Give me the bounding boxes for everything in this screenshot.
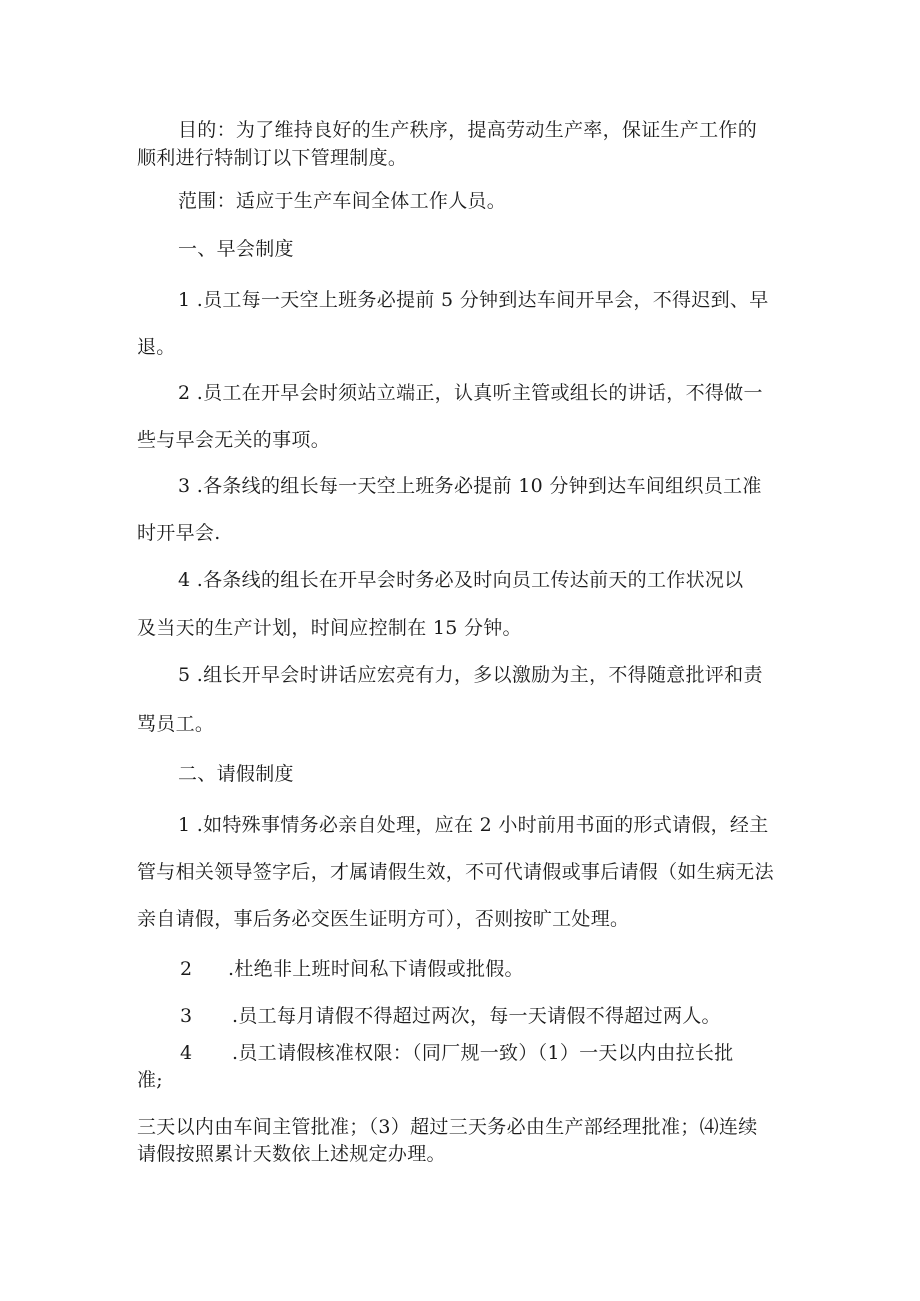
section1-item3-line1: 3 .各条线的组长每一天空上班务必提前 10 分钟到达车间组织员工准 <box>178 475 762 497</box>
section1-item2-line2: 些与早会无关的事项。 <box>137 429 331 451</box>
section1-item2-line1: 2 .员工在开早会时须站立端正，认真听主管或组长的讲话，不得做一 <box>178 382 763 404</box>
section2-item1-line2: 管与相关领导签字后，才属请假生效，不可代请假或事后请假（如生病无法 <box>137 861 774 883</box>
purpose-line-2: 顺利进行特制订以下管理制度。 <box>137 147 408 169</box>
section1-item1-line1: 1 .员工每一天空上班务必提前 5 分钟到达车间开早会，不得迟到、早 <box>178 289 769 311</box>
continuation-line-1: 三天以内由车间主管批准；（3）超过三天务必由生产部经理批准；⑷连续 <box>137 1116 758 1138</box>
continuation-line-2: 请假按照累计天数依上述规定办理。 <box>137 1143 446 1165</box>
section1-item4-line2: 及当天的生产计划，时间应控制在 15 分钟。 <box>137 617 522 639</box>
section2-item4-text: .员工请假核准权限：（同厂规一致）（1）一天以内由拉长批 <box>232 1042 734 1064</box>
scope-text: 范围：适应于生产车间全体工作人员。 <box>178 190 507 212</box>
section2-item4-line2: 准; <box>137 1069 164 1091</box>
section2-item3-number: 3 <box>180 1005 193 1027</box>
section1-heading: 一、早会制度 <box>178 238 294 260</box>
section2-item2-number: 2 <box>180 958 193 980</box>
section1-item5-line1: 5 .组长开早会时讲话应宏亮有力，多以激励为主，不得随意批评和责 <box>178 664 763 686</box>
section1-item1-line2: 退。 <box>137 336 176 358</box>
purpose-line-1: 目的：为了维持良好的生产秩序，提高劳动生产率，保证生产工作的 <box>178 119 758 141</box>
section1-item3-line2: 时开早会. <box>137 522 221 544</box>
section2-heading: 二、请假制度 <box>178 763 294 785</box>
section1-item5-line2: 骂员工。 <box>137 713 215 735</box>
section2-item1-line3: 亲自请假，事后务必交医生证明方可），否则按旷工处理。 <box>137 908 630 930</box>
section2-item3-text: .员工每月请假不得超过两次，每一天请假不得超过两人。 <box>232 1005 721 1027</box>
section2-item4-number: 4 <box>180 1042 193 1064</box>
section2-item1-line1: 1 .如特殊事情务必亲自处理，应在 2 小时前用书面的形式请假，经主 <box>178 814 769 836</box>
section2-item2-text: .杜绝非上班时间私下请假或批假。 <box>228 958 524 980</box>
section1-item4-line1: 4 .各条线的组长在开早会时务必及时向员工传达前天的工作状况以 <box>178 569 744 591</box>
